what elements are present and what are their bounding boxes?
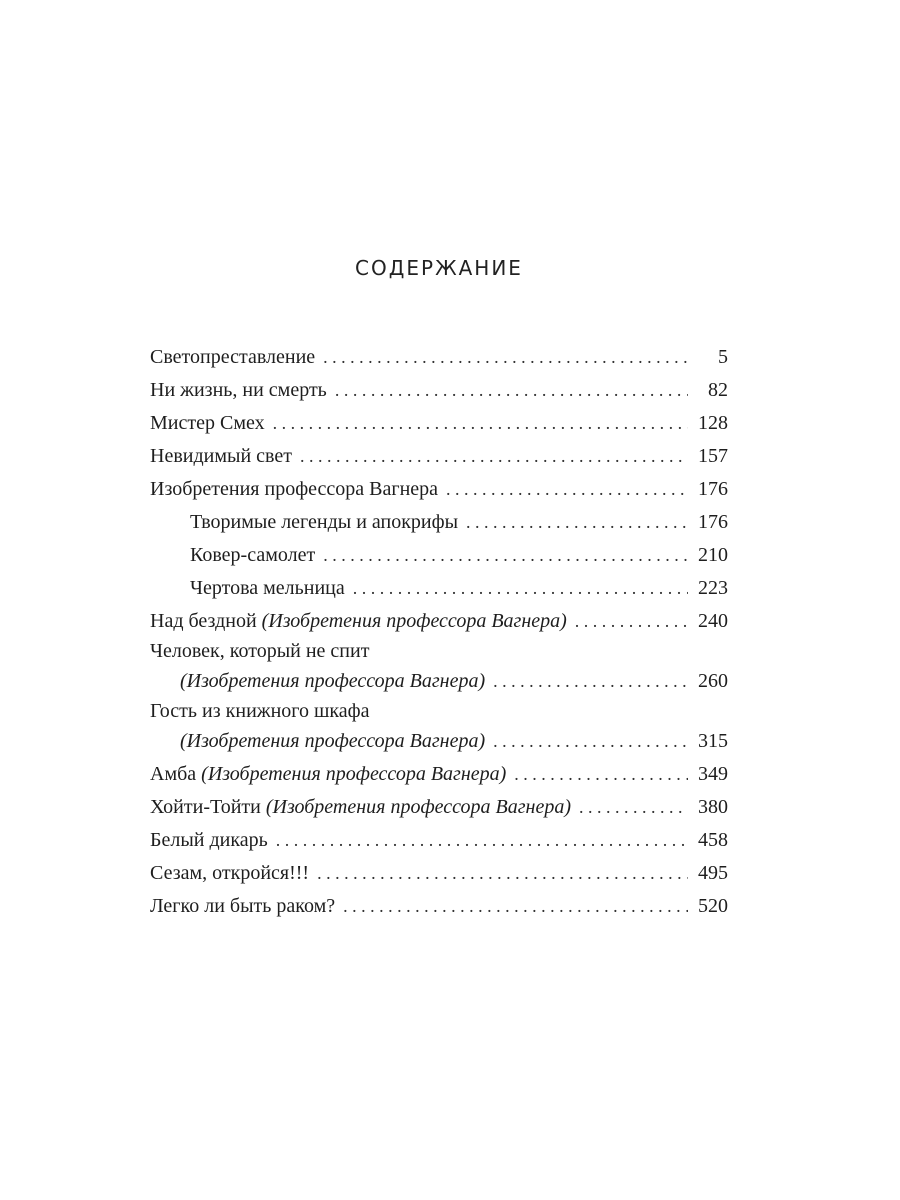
dot-leader — [300, 440, 688, 473]
dot-leader — [493, 725, 688, 758]
dot-leader — [273, 407, 688, 440]
dot-leader — [323, 341, 688, 374]
entry-page: 5 — [718, 346, 728, 368]
toc-subentry — [150, 506, 728, 539]
entry-title: Белый дикарь — [150, 829, 268, 851]
entry-page: 128 — [698, 412, 728, 434]
entry-page: 176 — [698, 478, 728, 500]
toc-entry — [150, 374, 728, 407]
entry-page: 240 — [698, 610, 728, 632]
dot-leader — [514, 758, 688, 791]
toc-entry — [150, 791, 728, 824]
entry-subtitle: (Изобретения профессора Вагнера) — [265, 796, 571, 818]
toc-entry-multiline — [150, 698, 728, 758]
entry-title — [150, 605, 567, 638]
entry-title: Ковер-самолет — [190, 544, 316, 566]
toc-subentry — [150, 539, 728, 572]
entry-title: Легко ли быть раком? — [150, 895, 336, 917]
toc-entry — [150, 341, 728, 374]
table-of-contents — [150, 341, 728, 923]
entry-page: 520 — [698, 895, 728, 917]
entry-subtitle: (Изобретения профессора Вагнера) — [180, 670, 486, 692]
toc-entry — [150, 473, 728, 506]
entry-page: 223 — [698, 577, 728, 599]
entry-title — [150, 791, 571, 824]
dot-leader — [317, 857, 688, 890]
toc-heading: СОДЕРЖАНИЕ — [355, 256, 523, 280]
entry-page: 315 — [698, 730, 728, 752]
dot-leader — [575, 605, 688, 638]
entry-page: 176 — [698, 511, 728, 533]
entry-title: Сезам, откройся!!! — [150, 862, 310, 884]
entry-page: 380 — [698, 796, 728, 818]
dot-leader — [323, 539, 688, 572]
entry-page: 210 — [698, 544, 728, 566]
toc-entry — [150, 890, 728, 923]
toc-entry — [150, 857, 728, 890]
toc-entry-continuation — [150, 665, 728, 698]
toc-entry-continuation — [150, 725, 728, 758]
toc-entry — [150, 440, 728, 473]
entry-page: 82 — [708, 379, 728, 401]
entry-title: Светопреставление — [150, 346, 316, 368]
entry-title: Чертова мельница — [190, 577, 345, 599]
entry-subtitle: (Изобретения профессора Вагнера) — [180, 730, 486, 752]
dot-leader — [276, 824, 688, 857]
entry-page: 495 — [698, 862, 728, 884]
toc-entry-multiline — [150, 638, 728, 698]
entry-title: Творимые легенды и апокрифы — [190, 511, 459, 533]
entry-title: Ни жизнь, ни смерть — [150, 379, 327, 401]
dot-leader — [446, 473, 688, 506]
dot-leader — [493, 665, 688, 698]
entry-title: Человек, который не спит — [150, 640, 370, 662]
entry-title: Гость из книжного шкафа — [150, 700, 370, 722]
entry-title-main: Амба — [150, 763, 197, 785]
entry-page: 349 — [698, 763, 728, 785]
toc-entry — [150, 824, 728, 857]
entry-page: 458 — [698, 829, 728, 851]
entry-page: 260 — [698, 670, 728, 692]
entry-title: Мистер Смех — [150, 412, 265, 434]
dot-leader — [466, 506, 688, 539]
entry-title-main: Над бездной — [150, 610, 257, 632]
dot-leader — [335, 374, 688, 407]
dot-leader — [343, 890, 688, 923]
entry-subtitle: (Изобретения профессора Вагнера) — [261, 610, 567, 632]
entry-title: Изобретения профессора Вагнера — [150, 478, 439, 500]
entry-title: Невидимый свет — [150, 445, 292, 467]
dot-leader — [579, 791, 688, 824]
entry-subtitle: (Изобретения профессора Вагнера) — [201, 763, 507, 785]
toc-subentry — [150, 572, 728, 605]
entry-page: 157 — [698, 445, 728, 467]
toc-entry — [150, 407, 728, 440]
toc-entry — [150, 758, 728, 791]
entry-title-main: Хойти-Тойти — [150, 796, 261, 818]
toc-entry — [150, 605, 728, 638]
dot-leader — [353, 572, 688, 605]
entry-title — [150, 758, 506, 791]
